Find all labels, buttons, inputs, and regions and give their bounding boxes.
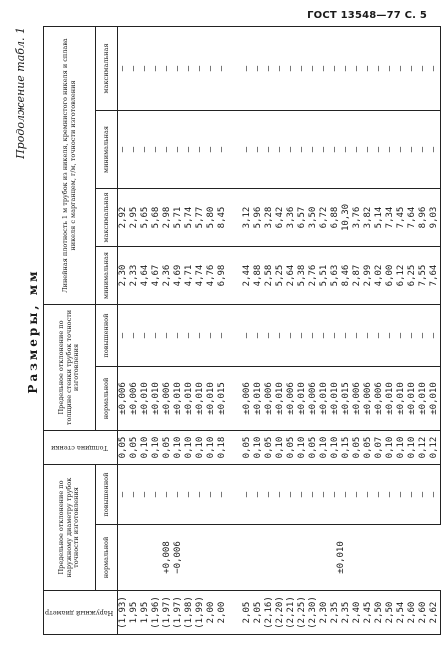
- density-increased-min-cell: —: [129, 111, 140, 189]
- density-normal-min-cell: 4,71: [184, 247, 195, 305]
- separator-cell: [228, 431, 242, 465]
- outer-diameter-cell: 2,00: [217, 591, 228, 635]
- density-increased-max-cell: —: [385, 27, 396, 111]
- od-tolerance-lower: −0,006: [172, 541, 183, 574]
- density-normal-max-cell: 7,45: [396, 189, 407, 247]
- wall-tolerance-increased-cell: —: [429, 305, 441, 367]
- col-header-density-increased-max: максимальная: [96, 27, 118, 111]
- density-increased-max-cell: —: [297, 27, 308, 111]
- od-tolerance-increased-cell: —: [418, 465, 429, 525]
- density-normal-max-cell: 7,34: [385, 189, 396, 247]
- density-normal-min-cell: 7,55: [418, 247, 429, 305]
- wall-thickness-cell: 0,10: [173, 431, 184, 465]
- continuation-label: Продолжение табл. 1: [14, 27, 27, 159]
- od-tolerance-increased-cell: —: [286, 465, 297, 525]
- wall-tolerance-increased-cell: —: [264, 305, 275, 367]
- density-normal-min-cell: 2,44: [242, 247, 253, 305]
- outer-diameter-cell: 2,45: [363, 591, 374, 635]
- od-tolerance-normal-cell: ±0,010: [242, 525, 441, 591]
- density-increased-max-cell: —: [330, 27, 341, 111]
- separator-cell: [228, 305, 242, 367]
- wall-thickness-cell: 0,10: [184, 431, 195, 465]
- density-increased-min-cell: —: [374, 111, 385, 189]
- col-header-density-normal-min: минимальная: [96, 247, 118, 305]
- density-increased-max-cell: —: [374, 27, 385, 111]
- wall-tolerance-normal-cell: ±0,010: [140, 367, 151, 431]
- density-increased-max-cell: —: [242, 27, 253, 111]
- od-tolerance-increased-cell: —: [352, 465, 363, 525]
- density-increased-max-cell: —: [341, 27, 352, 111]
- wall-tolerance-normal-cell: ±0,015: [341, 367, 352, 431]
- od-tolerance-increased-cell: —: [407, 465, 418, 525]
- density-normal-max-cell: 6,88: [330, 189, 341, 247]
- density-increased-min-cell: —: [162, 111, 173, 189]
- wall-tolerance-normal-cell: ±0,010: [275, 367, 286, 431]
- wall-tolerance-normal-cell: ±0,010: [253, 367, 264, 431]
- wall-thickness-cell: 0,10: [275, 431, 286, 465]
- density-increased-min-cell: —: [242, 111, 253, 189]
- wall-tolerance-increased-cell: —: [195, 305, 206, 367]
- density-normal-max-cell: 5,71: [173, 189, 184, 247]
- od-tolerance-increased-cell: —: [429, 465, 441, 525]
- wall-tolerance-increased-cell: —: [418, 305, 429, 367]
- density-normal-max-cell: 2,98: [162, 189, 173, 247]
- wall-tolerance-increased-cell: —: [253, 305, 264, 367]
- outer-diameter-cell: 2,50: [374, 591, 385, 635]
- od-tolerance-increased-cell: —: [151, 465, 162, 525]
- density-increased-max-cell: —: [363, 27, 374, 111]
- outer-diameter-cell: 2,60: [418, 591, 429, 635]
- density-increased-min-cell: —: [363, 111, 374, 189]
- col-header-linear-density: Линейная плотность 1 м трубок из никеля, кремнистого никеля и сплава никеля с марганцем, г/м, точности изготовления: [44, 27, 96, 305]
- wall-tolerance-increased-cell: —: [385, 305, 396, 367]
- wall-thickness-cell: 0,10: [253, 431, 264, 465]
- density-normal-max-cell: 5,68: [151, 189, 162, 247]
- od-tolerance-increased-cell: —: [297, 465, 308, 525]
- density-normal-min-cell: 4,64: [140, 247, 151, 305]
- wall-thickness-cell: 0,18: [217, 431, 228, 465]
- density-normal-min-cell: 2,99: [363, 247, 374, 305]
- density-increased-min-cell: —: [151, 111, 162, 189]
- density-normal-min-cell: 6,98: [217, 247, 228, 305]
- density-normal-min-cell: 5,51: [319, 247, 330, 305]
- outer-diameter-cell: (2,30): [308, 591, 319, 635]
- col-header-density-increased-min: минимальная: [96, 111, 118, 189]
- density-increased-min-cell: —: [184, 111, 195, 189]
- density-normal-max-cell: 8,96: [418, 189, 429, 247]
- wall-tolerance-increased-cell: —: [396, 305, 407, 367]
- density-increased-max-cell: —: [173, 27, 184, 111]
- od-tolerance-normal-cell: [117, 525, 228, 591]
- outer-diameter-cell: (2,21): [286, 591, 297, 635]
- density-normal-min-cell: 2,64: [286, 247, 297, 305]
- density-increased-min-cell: —: [429, 111, 441, 189]
- density-increased-max-cell: —: [407, 27, 418, 111]
- outer-diameter-cell: 2,00: [206, 591, 217, 635]
- wall-thickness-cell: 0,07: [374, 431, 385, 465]
- od-tolerance-increased-cell: —: [319, 465, 330, 525]
- wall-tolerance-normal-cell: ±0,010: [319, 367, 330, 431]
- od-tolerance-increased-cell: —: [206, 465, 217, 525]
- wall-thickness-cell: 0,10: [195, 431, 206, 465]
- wall-tolerance-increased-cell: —: [330, 305, 341, 367]
- outer-diameter-cell: 2,60: [407, 591, 418, 635]
- wall-tolerance-normal-cell: ±0,010: [151, 367, 162, 431]
- wall-thickness-cell: 0,05: [363, 431, 374, 465]
- wall-thickness-cell: 0,10: [206, 431, 217, 465]
- rotated-page: [12, 25, 439, 637]
- od-tolerance-increased-cell: —: [184, 465, 195, 525]
- density-increased-max-cell: —: [217, 27, 228, 111]
- wall-tolerance-normal-cell: ±0,010: [429, 367, 441, 431]
- density-increased-min-cell: —: [195, 111, 206, 189]
- col-header-density-normal-max: максимальная: [96, 189, 118, 247]
- density-normal-min-cell: 5,25: [275, 247, 286, 305]
- density-normal-min-cell: 4,02: [374, 247, 385, 305]
- wall-tolerance-increased-cell: —: [352, 305, 363, 367]
- separator-cell: [228, 525, 242, 591]
- document-id: ГОСТ 13548—77 С. 5: [307, 10, 427, 21]
- outer-diameter-cell: (2,25): [297, 591, 308, 635]
- wall-tolerance-increased-cell: —: [151, 305, 162, 367]
- wall-thickness-cell: 0,15: [341, 431, 352, 465]
- density-normal-max-cell: 5,80: [206, 189, 217, 247]
- density-normal-min-cell: 2,76: [308, 247, 319, 305]
- wall-tolerance-increased-cell: —: [173, 305, 184, 367]
- outer-diameter-cell: 1,95: [140, 591, 151, 635]
- col-header-wall-normal: нормальной: [96, 367, 118, 431]
- wall-tolerance-normal-cell: ±0,010: [297, 367, 308, 431]
- density-increased-min-cell: —: [217, 111, 228, 189]
- od-tolerance-increased-cell: —: [363, 465, 374, 525]
- density-normal-min-cell: 7,64: [429, 247, 441, 305]
- density-normal-min-cell: 2,58: [264, 247, 275, 305]
- outer-diameter-cell: 2,62: [429, 591, 441, 635]
- density-increased-max-cell: —: [129, 27, 140, 111]
- od-tolerance-increased-cell: —: [217, 465, 228, 525]
- table-title: Размеры, мм: [26, 268, 40, 394]
- outer-diameter-cell: 2,05: [242, 591, 253, 635]
- density-increased-min-cell: —: [341, 111, 352, 189]
- outer-diameter-cell: (1,96): [151, 591, 162, 635]
- density-increased-max-cell: —: [286, 27, 297, 111]
- density-increased-max-cell: —: [162, 27, 173, 111]
- od-tolerance-increased-cell: —: [396, 465, 407, 525]
- outer-diameter-cell: (1,99): [195, 591, 206, 635]
- density-increased-max-cell: —: [117, 27, 129, 111]
- wall-thickness-cell: 0,10: [319, 431, 330, 465]
- outer-diameter-cell: 2,30: [319, 591, 330, 635]
- wall-tolerance-increased-cell: —: [140, 305, 151, 367]
- density-increased-min-cell: —: [385, 111, 396, 189]
- wall-tolerance-normal-cell: ±0,006: [264, 367, 275, 431]
- wall-tolerance-increased-cell: —: [162, 305, 173, 367]
- table-body: [117, 27, 440, 635]
- wall-tolerance-normal-cell: ±0,006: [129, 367, 140, 431]
- wall-thickness-cell: 0,05: [264, 431, 275, 465]
- density-increased-min-cell: —: [308, 111, 319, 189]
- outer-diameter-cell: (2,16): [264, 591, 275, 635]
- wall-tolerance-normal-cell: ±0,010: [206, 367, 217, 431]
- density-normal-max-cell: 7,64: [407, 189, 418, 247]
- wall-thickness-cell: 0,10: [297, 431, 308, 465]
- density-normal-min-cell: 2,30: [117, 247, 129, 305]
- wall-tolerance-increased-cell: —: [275, 305, 286, 367]
- density-increased-max-cell: —: [308, 27, 319, 111]
- density-increased-max-cell: —: [184, 27, 195, 111]
- wall-tolerance-normal-cell: ±0,006: [374, 367, 385, 431]
- wall-thickness-cell: 0,05: [129, 431, 140, 465]
- wall-tolerance-increased-cell: —: [297, 305, 308, 367]
- density-normal-min-cell: 4,67: [151, 247, 162, 305]
- density-increased-min-cell: —: [319, 111, 330, 189]
- density-normal-min-cell: 5,63: [330, 247, 341, 305]
- wall-tolerance-normal-cell: ±0,010: [184, 367, 195, 431]
- wall-thickness-cell: 0,05: [286, 431, 297, 465]
- wall-tolerance-normal-cell: ±0,010: [173, 367, 184, 431]
- density-normal-min-cell: 6,25: [407, 247, 418, 305]
- density-increased-min-cell: —: [253, 111, 264, 189]
- wall-tolerance-increased-cell: —: [184, 305, 195, 367]
- density-increased-min-cell: —: [206, 111, 217, 189]
- od-tolerance-increased-cell: —: [140, 465, 151, 525]
- density-increased-max-cell: —: [206, 27, 217, 111]
- wall-tolerance-increased-cell: —: [206, 305, 217, 367]
- wall-thickness-cell: 0,10: [385, 431, 396, 465]
- wall-thickness-cell: 0,12: [418, 431, 429, 465]
- outer-diameter-cell: 1,95: [129, 591, 140, 635]
- separator-cell: [228, 189, 242, 247]
- od-tolerance-increased-cell: —: [129, 465, 140, 525]
- wall-tolerance-increased-cell: —: [407, 305, 418, 367]
- wall-tolerance-normal-cell: ±0,010: [195, 367, 206, 431]
- density-normal-min-cell: 4,69: [173, 247, 184, 305]
- outer-diameter-cell: (1,97): [162, 591, 173, 635]
- density-normal-min-cell: 6,12: [396, 247, 407, 305]
- wall-tolerance-normal-cell: ±0,006: [242, 367, 253, 431]
- density-normal-max-cell: 3,76: [352, 189, 363, 247]
- density-increased-max-cell: —: [151, 27, 162, 111]
- density-increased-min-cell: —: [275, 111, 286, 189]
- od-tolerance-increased-cell: —: [374, 465, 385, 525]
- density-normal-min-cell: 4,74: [195, 247, 206, 305]
- col-header-diameter: Наружный диаметр: [44, 591, 118, 635]
- separator-cell: [228, 367, 242, 431]
- density-normal-max-cell: 2,95: [129, 189, 140, 247]
- od-tolerance-increased-cell: —: [242, 465, 253, 525]
- dimensions-table: [43, 26, 441, 635]
- col-header-wall-tolerance: Предельное отклонение по толщине стенки трубок точности изготовления: [44, 305, 96, 431]
- density-increased-max-cell: —: [319, 27, 330, 111]
- col-header-od-normal: нормальной: [96, 525, 118, 591]
- wall-thickness-cell: 0,10: [396, 431, 407, 465]
- density-normal-max-cell: 5,96: [253, 189, 264, 247]
- wall-tolerance-increased-cell: —: [242, 305, 253, 367]
- wall-thickness-cell: 0,10: [140, 431, 151, 465]
- outer-diameter-cell: (1,93): [117, 591, 129, 635]
- separator-cell: [228, 591, 242, 635]
- od-tolerance-increased-cell: —: [162, 465, 173, 525]
- density-normal-min-cell: 8,46: [341, 247, 352, 305]
- outer-diameter-cell: 2,40: [352, 591, 363, 635]
- col-header-wall-increased: повышенной: [96, 305, 118, 367]
- outer-diameter-cell: 2,05: [253, 591, 264, 635]
- wall-tolerance-increased-cell: —: [129, 305, 140, 367]
- wall-tolerance-increased-cell: —: [341, 305, 352, 367]
- density-increased-min-cell: —: [264, 111, 275, 189]
- od-tolerance-increased-cell: —: [330, 465, 341, 525]
- wall-thickness-cell: 0,05: [242, 431, 253, 465]
- wall-thickness-cell: 0,05: [117, 431, 129, 465]
- density-normal-max-cell: 2,92: [117, 189, 129, 247]
- separator-cell: [228, 111, 242, 189]
- wall-thickness-cell: 0,10: [330, 431, 341, 465]
- density-normal-max-cell: 5,74: [184, 189, 195, 247]
- group-separator: [228, 27, 242, 635]
- wall-tolerance-normal-cell: ±0,010: [330, 367, 341, 431]
- table-row: [117, 27, 129, 635]
- wall-tolerance-normal-cell: ±0,006: [363, 367, 374, 431]
- density-normal-min-cell: 5,38: [297, 247, 308, 305]
- wall-thickness-cell: 0,05: [352, 431, 363, 465]
- wall-thickness-cell: 0,12: [429, 431, 441, 465]
- od-tolerance-increased-cell: —: [308, 465, 319, 525]
- density-normal-max-cell: 3,12: [242, 189, 253, 247]
- od-tolerance-increased-cell: —: [195, 465, 206, 525]
- density-increased-min-cell: —: [407, 111, 418, 189]
- density-normal-max-cell: 6,42: [275, 189, 286, 247]
- wall-tolerance-normal-cell: ±0,006: [162, 367, 173, 431]
- od-tolerance-upper: +0,008: [161, 541, 172, 574]
- od-tolerance-increased-cell: —: [385, 465, 396, 525]
- density-increased-min-cell: —: [330, 111, 341, 189]
- wall-thickness-cell: 0,10: [151, 431, 162, 465]
- density-normal-min-cell: 2,36: [162, 247, 173, 305]
- outer-diameter-cell: (2,20): [275, 591, 286, 635]
- density-increased-min-cell: —: [396, 111, 407, 189]
- density-increased-max-cell: —: [140, 27, 151, 111]
- wall-tolerance-increased-cell: —: [363, 305, 374, 367]
- density-increased-min-cell: —: [418, 111, 429, 189]
- od-tolerance-increased-cell: —: [253, 465, 264, 525]
- wall-tolerance-increased-cell: —: [319, 305, 330, 367]
- density-increased-min-cell: —: [140, 111, 151, 189]
- wall-tolerance-normal-cell: ±0,006: [352, 367, 363, 431]
- outer-diameter-cell: 2,54: [396, 591, 407, 635]
- density-normal-max-cell: 3,36: [286, 189, 297, 247]
- col-header-od-increased: повышенной: [96, 465, 118, 525]
- outer-diameter-cell: 2,35: [341, 591, 352, 635]
- density-normal-max-cell: 10,30: [341, 189, 352, 247]
- density-normal-min-cell: 4,76: [206, 247, 217, 305]
- density-increased-min-cell: —: [173, 111, 184, 189]
- col-header-wall: Толщина стенки: [44, 431, 118, 465]
- density-normal-max-cell: 9,03: [429, 189, 441, 247]
- wall-tolerance-normal-cell: ±0,010: [418, 367, 429, 431]
- density-increased-max-cell: —: [195, 27, 206, 111]
- density-increased-max-cell: —: [429, 27, 441, 111]
- density-increased-min-cell: —: [352, 111, 363, 189]
- density-normal-max-cell: 5,14: [374, 189, 385, 247]
- wall-tolerance-increased-cell: —: [308, 305, 319, 367]
- density-normal-max-cell: 3,28: [264, 189, 275, 247]
- density-normal-min-cell: 4,88: [253, 247, 264, 305]
- wall-tolerance-increased-cell: —: [374, 305, 385, 367]
- col-header-od-tolerance: Предельное отклонение по наружному диаметру трубок точности изготовления: [44, 465, 96, 591]
- outer-diameter-cell: (1,98): [184, 591, 195, 635]
- wall-tolerance-normal-cell: ±0,010: [385, 367, 396, 431]
- outer-diameter-cell: (1,97): [173, 591, 184, 635]
- density-normal-max-cell: 5,77: [195, 189, 206, 247]
- density-normal-max-cell: 3,82: [363, 189, 374, 247]
- density-increased-max-cell: —: [275, 27, 286, 111]
- separator-cell: [228, 247, 242, 305]
- wall-tolerance-normal-cell: ±0,010: [407, 367, 418, 431]
- density-increased-max-cell: —: [264, 27, 275, 111]
- density-normal-max-cell: 5,65: [140, 189, 151, 247]
- density-increased-max-cell: —: [396, 27, 407, 111]
- density-increased-max-cell: —: [253, 27, 264, 111]
- density-normal-max-cell: 8,45: [217, 189, 228, 247]
- wall-tolerance-normal-cell: ±0,006: [286, 367, 297, 431]
- od-tolerance-increased-cell: —: [264, 465, 275, 525]
- wall-tolerance-normal-cell: ±0,006: [117, 367, 129, 431]
- wall-tolerance-increased-cell: —: [286, 305, 297, 367]
- density-normal-min-cell: 2,87: [352, 247, 363, 305]
- od-tolerance-increased-cell: —: [173, 465, 184, 525]
- wall-tolerance-increased-cell: —: [117, 305, 129, 367]
- wall-tolerance-increased-cell: —: [217, 305, 228, 367]
- table-row: [242, 27, 253, 635]
- separator-cell: [228, 465, 242, 525]
- wall-thickness-cell: 0,05: [162, 431, 173, 465]
- density-normal-max-cell: 6,57: [297, 189, 308, 247]
- separator-cell: [228, 27, 242, 111]
- density-increased-max-cell: —: [352, 27, 363, 111]
- density-normal-min-cell: 2,33: [129, 247, 140, 305]
- wall-thickness-cell: 0,05: [308, 431, 319, 465]
- density-normal-max-cell: 3,50: [308, 189, 319, 247]
- density-normal-min-cell: 6,00: [385, 247, 396, 305]
- density-increased-min-cell: —: [117, 111, 129, 189]
- density-increased-max-cell: —: [418, 27, 429, 111]
- od-tolerance-increased-cell: —: [117, 465, 129, 525]
- wall-tolerance-normal-cell: ±0,006: [308, 367, 319, 431]
- wall-tolerance-normal-cell: ±0,010: [396, 367, 407, 431]
- outer-diameter-cell: 2,50: [385, 591, 396, 635]
- wall-tolerance-normal-cell: ±0,015: [217, 367, 228, 431]
- wall-thickness-cell: 0,10: [407, 431, 418, 465]
- density-increased-min-cell: —: [286, 111, 297, 189]
- density-increased-min-cell: —: [297, 111, 308, 189]
- outer-diameter-cell: 2,35: [330, 591, 341, 635]
- od-tolerance-increased-cell: —: [275, 465, 286, 525]
- density-normal-max-cell: 6,72: [319, 189, 330, 247]
- od-tolerance-increased-cell: —: [341, 465, 352, 525]
